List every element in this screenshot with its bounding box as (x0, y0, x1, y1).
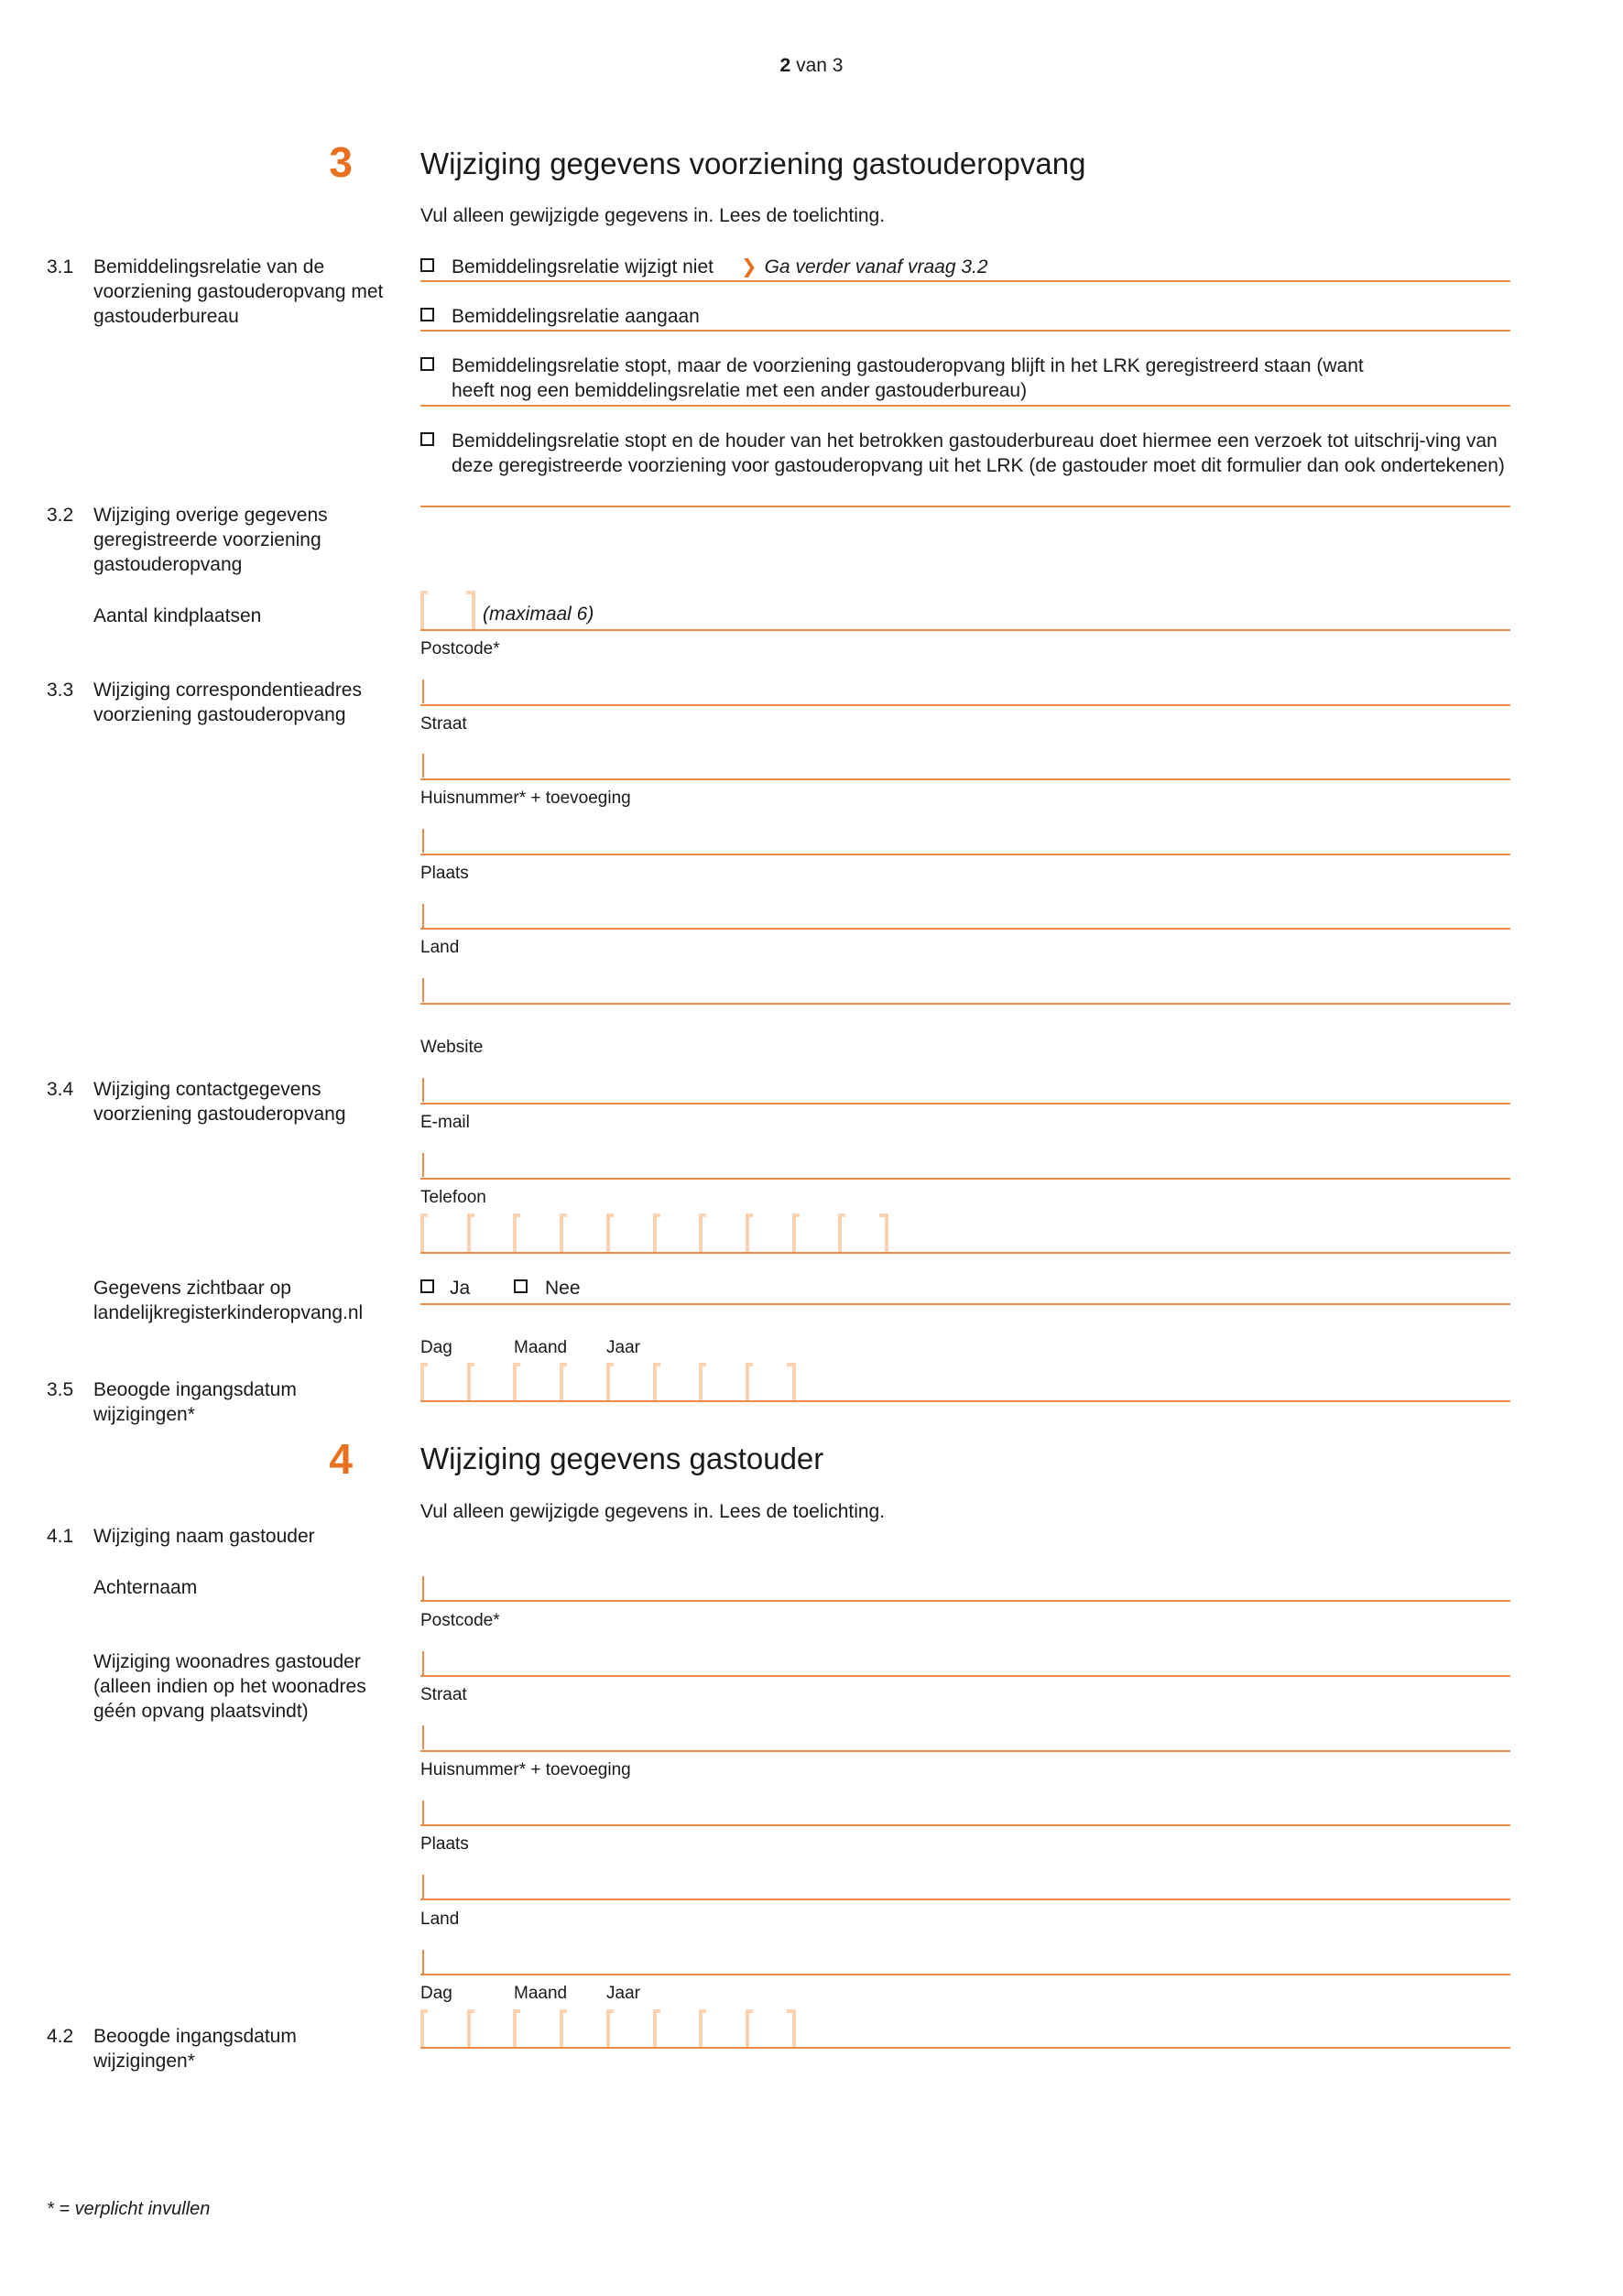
field-underline (420, 1103, 1510, 1104)
postcode-label: Postcode* (420, 639, 500, 658)
q35-label: Beoogde ingangsdatum wijzigingen* (93, 1379, 297, 1425)
page-of: van (796, 55, 827, 76)
comb-tick (513, 1213, 518, 1252)
field-underline (420, 1178, 1510, 1180)
arrow-right-icon: ❯ (740, 256, 757, 277)
dag-label: Dag (420, 1984, 452, 2003)
field-underline (420, 854, 1510, 855)
q31-option-4[interactable] (420, 429, 1510, 503)
q35-number: 3.5 (47, 1379, 74, 1400)
section-3-number: 3 (329, 138, 353, 186)
q41-label: Wijziging naam gastouder (93, 1526, 315, 1547)
comb-tick-end (790, 2009, 796, 2048)
section-3-intro: Vul alleen gewijzigde gegevens in. Lees de toelichting. (420, 205, 886, 226)
field-underline (420, 1675, 1510, 1677)
telefoon-label: Telefoon (420, 1188, 486, 1207)
checkbox[interactable] (514, 1279, 528, 1293)
maand-label: Maand (514, 1984, 568, 2003)
ja-label: Ja (450, 1278, 471, 1299)
postcode-input[interactable] (422, 1651, 424, 1675)
field-underline (420, 1750, 1510, 1752)
divider (420, 330, 1510, 332)
email-label: E-mail (420, 1113, 470, 1132)
comb-tick (699, 1363, 704, 1401)
zichtbaar-nee[interactable] (514, 1276, 624, 1300)
comb-tick (560, 1213, 565, 1252)
kindplaatsen-input[interactable] (420, 591, 475, 629)
dag-label: Dag (420, 1338, 452, 1357)
option-label: Bemiddelingsrelatie wijzigt niet (452, 256, 713, 277)
huisnummer-input[interactable] (422, 829, 424, 853)
q32-label: Wijziging overige gegevens geregistreerde voorziening gastouderopvang (93, 505, 328, 575)
section-4-number: 4 (329, 1435, 353, 1483)
checkbox[interactable] (420, 432, 434, 446)
comb-tick (792, 1213, 798, 1252)
section-3-title: Wijziging gegevens voorziening gastouderopvang (420, 147, 1086, 180)
comb-tick (467, 1363, 473, 1401)
divider (420, 405, 1510, 407)
q31-number: 3.1 (47, 256, 74, 277)
plaats-label: Plaats (420, 1834, 469, 1854)
comb-tick (467, 2009, 473, 2048)
divider (420, 506, 1510, 507)
plaats-input[interactable] (422, 904, 424, 928)
comb-tick (746, 1363, 751, 1401)
kindplaatsen-note: (maximaal 6) (483, 604, 594, 625)
email-input[interactable] (422, 1153, 424, 1177)
achternaam-label: Achternaam (93, 1577, 198, 1598)
jaar-label: Jaar (606, 1984, 640, 2003)
comb-tick (560, 2009, 565, 2048)
q31-option-1[interactable] (420, 255, 1510, 279)
field-underline (420, 2047, 1510, 2049)
q34-number: 3.4 (47, 1079, 74, 1100)
huisnummer-label: Huisnummer* + toevoeging (420, 789, 631, 808)
comb-tick (513, 2009, 518, 2048)
comb-tick (653, 1363, 659, 1401)
huisnummer-label: Huisnummer* + toevoeging (420, 1760, 631, 1779)
nee-label: Nee (545, 1278, 581, 1299)
maand-label: Maand (514, 1338, 568, 1357)
comb-tick (746, 1213, 751, 1252)
straat-input[interactable] (422, 754, 424, 778)
option-label: Bemiddelingsrelatie aangaan (452, 306, 700, 327)
comb-tick-end (790, 1363, 796, 1401)
field-underline (420, 928, 1510, 930)
land-label: Land (420, 1910, 460, 1929)
comb-tick (746, 2009, 751, 2048)
comb-tick (560, 1363, 565, 1401)
field-underline (420, 1974, 1510, 1975)
q31-option-2[interactable] (420, 304, 1510, 329)
field-underline (420, 1899, 1510, 1900)
straat-label: Straat (420, 1685, 467, 1704)
telefoon-input[interactable] (420, 1213, 897, 1252)
land-label: Land (420, 938, 460, 957)
straat-input[interactable] (422, 1725, 424, 1749)
divider (420, 280, 1510, 282)
comb-tick (699, 2009, 704, 2048)
comb-tick (606, 1213, 612, 1252)
q32-number: 3.2 (47, 505, 74, 526)
ingangsdatum-input[interactable] (420, 2009, 805, 2048)
land-input[interactable] (422, 1950, 424, 1974)
land-input[interactable] (422, 978, 424, 1002)
comb-tick (838, 1213, 844, 1252)
ingangsdatum-input[interactable] (420, 1363, 805, 1401)
comb-tick (653, 2009, 659, 2048)
page-current: 2 (779, 55, 791, 76)
page-total: 3 (832, 55, 844, 76)
q41-number: 4.1 (47, 1526, 74, 1547)
comb-tick (653, 1213, 659, 1252)
field-underline (420, 1252, 1510, 1254)
q31-option-3[interactable] (420, 354, 1510, 403)
comb-tick (420, 2009, 426, 2048)
comb-tick (513, 1363, 518, 1401)
straat-label: Straat (420, 714, 467, 734)
page-number (0, 55, 1623, 77)
website-label: Website (420, 1038, 484, 1057)
website-input[interactable] (422, 1078, 424, 1102)
q34-label: Wijziging contactgegevens voorziening gastouderopvang (93, 1079, 346, 1125)
section-4-intro: Vul alleen gewijzigde gegevens in. Lees de toelichting. (420, 1501, 886, 1522)
kindplaatsen-label: Aantal kindplaatsen (93, 605, 262, 626)
checkbox[interactable] (420, 1279, 434, 1293)
comb-tick-end (883, 1213, 888, 1252)
postcode-label: Postcode* (420, 1611, 500, 1630)
field-underline (420, 704, 1510, 706)
q33-label: Wijziging correspondentieadres voorziening gastouderopvang (93, 680, 362, 725)
zichtbaar-label: Gegevens zichtbaar op landelijkregisterkinderopvang.nl (93, 1278, 364, 1323)
field-underline (420, 778, 1510, 780)
woonadres-label: Wijziging woonadres gastouder (alleen indien op het woonadres géén opvang plaatsvindt) (93, 1651, 366, 1722)
field-underline (420, 1003, 1510, 1005)
divider (420, 629, 1510, 631)
option-label: Bemiddelingsrelatie stopt en de houder van het betrokken gastouderbureau doet hiermee een verzoek tot uitschrij-ving van deze geregistreerde voorziening voor gastouderopvang uit het LRK (de gastouder moet dit formulier dan ook ondertekenen) (452, 430, 1505, 476)
checkbox[interactable] (420, 258, 434, 272)
comb-tick (606, 2009, 612, 2048)
q33-number: 3.3 (47, 680, 74, 701)
comb-tick (420, 1213, 426, 1252)
q31-label: Bemiddelingsrelatie van de voorziening gastouderopvang met gastouderbureau (93, 256, 384, 327)
comb-tick (699, 1213, 704, 1252)
goto-instruction: Ga verder vanaf vraag 3.2 (764, 256, 988, 277)
plaats-input[interactable] (422, 1875, 424, 1899)
comb-tick (470, 591, 475, 629)
comb-tick (420, 1363, 426, 1401)
divider (420, 1303, 1510, 1305)
checkbox[interactable] (420, 308, 434, 321)
q42-number: 4.2 (47, 2026, 74, 2047)
postcode-input[interactable] (422, 680, 424, 703)
checkbox[interactable] (420, 357, 434, 371)
field-underline (420, 1600, 1510, 1602)
required-note: * = verplicht invullen (47, 2199, 211, 2219)
plaats-label: Plaats (420, 864, 469, 883)
comb-tick (606, 1363, 612, 1401)
field-underline (420, 1824, 1510, 1826)
field-underline (420, 1400, 1510, 1402)
section-4-title: Wijziging gegevens gastouder (420, 1442, 824, 1475)
option-label: Bemiddelingsrelatie stopt, maar de voorziening gastouderopvang blijft in het LRK geregistreerd staan (want heeft nog een bemiddelingsrelatie met een ander gastouderbureau) (452, 355, 1364, 401)
comb-tick (467, 1213, 473, 1252)
achternaam-input[interactable] (422, 1576, 424, 1600)
q42-label: Beoogde ingangsdatum wijzigingen* (93, 2026, 297, 2072)
jaar-label: Jaar (606, 1338, 640, 1357)
huisnummer-input[interactable] (422, 1801, 424, 1824)
comb-tick (420, 591, 426, 629)
